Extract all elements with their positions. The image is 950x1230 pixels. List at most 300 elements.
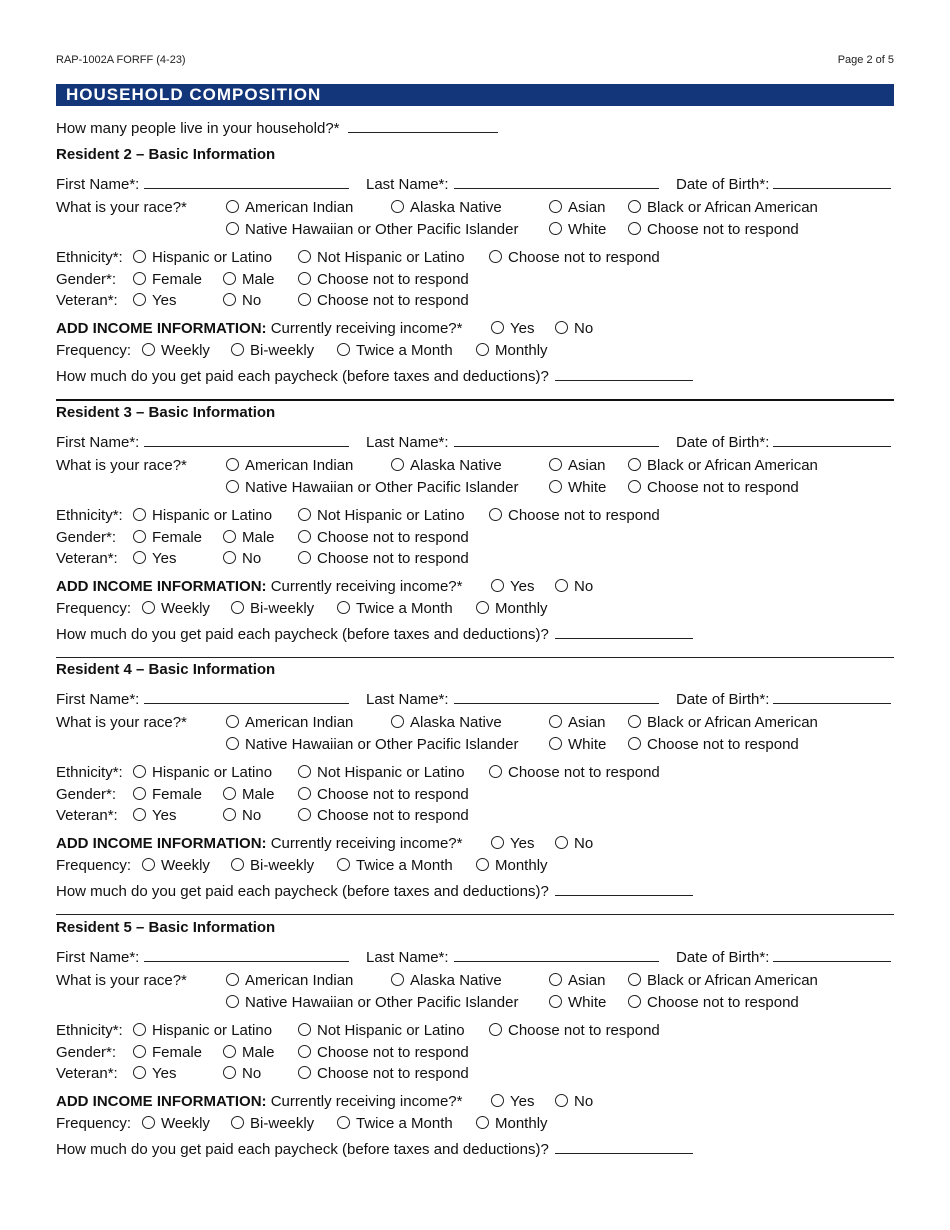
income-option[interactable] [491,320,534,338]
frequency-option-label: Monthly [495,857,548,874]
race-option[interactable] [628,736,799,754]
name-row [56,690,349,709]
income-option[interactable] [491,1093,534,1111]
income-question [56,1093,462,1111]
race-radio[interactable] [391,715,404,728]
frequency-label: Frequency: [56,600,132,617]
frequency-option-label: Monthly [495,600,548,617]
gender-radio[interactable] [223,1045,236,1058]
income-heading: ADD INCOME INFORMATION: [56,320,267,337]
veteran-option-label: Choose not to respond [317,1065,469,1082]
ethnicity-option[interactable] [133,249,272,267]
race-option[interactable] [549,994,606,1012]
frequency-option-label: Bi-weekly [250,1115,315,1132]
frequency-option[interactable] [337,600,453,618]
ethnicity-option-label: Hispanic or Latino [152,249,273,266]
dob-label: Date of Birth*: [676,176,770,193]
frequency-radio[interactable] [231,1116,244,1129]
race-option[interactable] [226,479,518,497]
veteran-option[interactable] [133,292,176,310]
frequency-option[interactable] [476,1115,548,1133]
last-name-field[interactable] [454,690,659,704]
race-radio[interactable] [549,973,562,986]
income-question-label: Currently receiving income?* [270,320,463,337]
paycheck-field[interactable] [555,882,693,896]
gender-option[interactable] [133,529,202,547]
ethnicity-option[interactable] [489,507,660,525]
veteran-option[interactable] [298,1065,469,1083]
race-option[interactable] [549,457,606,475]
frequency-radio[interactable] [476,343,489,356]
frequency-radio[interactable] [476,1116,489,1129]
frequency-option[interactable] [476,600,548,618]
gender-radio[interactable] [298,272,311,285]
race-option-label: Asian [568,457,606,474]
gender-option[interactable] [298,1044,469,1062]
gender-option-label: Male [242,786,275,803]
veteran-option-label: Choose not to respond [317,807,469,824]
veteran-option[interactable] [223,807,261,825]
race-option[interactable] [628,714,818,732]
income-radio[interactable] [555,1094,568,1107]
race-option[interactable] [226,221,518,239]
race-option[interactable] [628,221,799,239]
race-option-label: Black or African American [647,714,818,731]
section-divider [56,657,894,658]
ethnicity-option[interactable] [489,764,660,782]
name-row [56,175,349,194]
ethnicity-option-label: Choose not to respond [508,1022,660,1039]
ethnicity-option-label: Choose not to respond [508,507,660,524]
race-radio[interactable] [549,200,562,213]
first-name-field[interactable] [144,948,349,962]
income-radio[interactable] [555,321,568,334]
section-divider [56,399,894,401]
frequency-option[interactable] [142,600,210,618]
ethnicity-radio[interactable] [489,765,502,778]
race-option-label: Alaska Native [410,714,502,731]
ethnicity-option[interactable] [298,507,465,525]
veteran-label: Veteran*: [56,807,118,824]
gender-label: Gender*: [56,1044,117,1061]
frequency-radio[interactable] [337,343,350,356]
race-option[interactable] [226,714,353,732]
ethnicity-radio[interactable] [298,250,311,263]
veteran-option[interactable] [223,1065,261,1083]
paycheck-field[interactable] [555,625,693,639]
gender-option[interactable] [298,786,469,804]
race-option-label: Native Hawaiian or Other Pacific Islander [245,221,519,238]
dob-label: Date of Birth*: [676,691,770,708]
race-radio[interactable] [391,200,404,213]
frequency-option[interactable] [231,857,314,875]
race-option[interactable] [549,736,606,754]
frequency-option-label: Bi-weekly [250,600,315,617]
race-option[interactable] [391,199,502,217]
race-option[interactable] [628,199,818,217]
race-radio[interactable] [628,995,641,1008]
ethnicity-option[interactable] [133,1022,272,1040]
paycheck-row [56,367,693,386]
income-option[interactable] [555,835,593,853]
race-option-label: American Indian [245,714,354,731]
gender-option[interactable] [133,271,202,289]
race-option[interactable] [391,714,502,732]
resident-title: Resident 3 – Basic Information [56,404,276,421]
ethnicity-label: Ethnicity*: [56,764,123,781]
veteran-option-label: No [242,550,262,567]
gender-option[interactable] [223,529,275,547]
last-name-field[interactable] [454,433,659,447]
frequency-option[interactable] [231,600,314,618]
ethnicity-radio[interactable] [298,508,311,521]
race-radio[interactable] [628,715,641,728]
last-name-label: Last Name*: [366,176,449,193]
race-radio[interactable] [628,973,641,986]
frequency-option-label: Twice a Month [356,600,453,617]
income-heading: ADD INCOME INFORMATION: [56,578,267,595]
race-option[interactable] [391,457,502,475]
last-name-label: Last Name*: [366,949,449,966]
gender-option[interactable] [223,271,275,289]
veteran-radio[interactable] [298,1066,311,1079]
last-name-field[interactable] [454,175,659,189]
race-option-label: Native Hawaiian or Other Pacific Islander [245,736,519,753]
race-radio[interactable] [391,458,404,471]
income-option[interactable] [555,320,593,338]
race-radio[interactable] [628,480,641,493]
gender-radio[interactable] [223,787,236,800]
race-option-label: Black or African American [647,972,818,989]
frequency-radio[interactable] [337,858,350,871]
gender-option-label: Female [152,786,203,803]
frequency-radio[interactable] [142,343,155,356]
race-option-label: Black or African American [647,457,818,474]
income-radio[interactable] [491,579,504,592]
race-option-label: Alaska Native [410,457,502,474]
race-radio[interactable] [549,222,562,235]
paycheck-field[interactable] [555,1140,693,1154]
gender-radio[interactable] [298,1045,311,1058]
veteran-option[interactable] [298,550,469,568]
income-option-label: Yes [510,320,535,337]
race-radio[interactable] [226,737,239,750]
income-question-label: Currently receiving income?* [270,578,463,595]
race-radio[interactable] [226,480,239,493]
race-radio[interactable] [628,458,641,471]
section-divider [56,914,894,915]
frequency-option-label: Bi-weekly [250,857,315,874]
ethnicity-option-label: Choose not to respond [508,764,660,781]
frequency-option[interactable] [337,857,453,875]
race-option-label: Native Hawaiian or Other Pacific Islander [245,994,519,1011]
frequency-option-label: Bi-weekly [250,342,315,359]
frequency-radio[interactable] [476,858,489,871]
race-option-label: Choose not to respond [647,479,799,496]
veteran-option[interactable] [298,292,469,310]
veteran-option[interactable] [133,1065,176,1083]
ethnicity-radio[interactable] [298,765,311,778]
paycheck-row [56,1140,693,1159]
veteran-option-label: Choose not to respond [317,292,469,309]
race-radio[interactable] [226,715,239,728]
veteran-radio[interactable] [133,808,146,821]
ethnicity-option-label: Choose not to respond [508,249,660,266]
frequency-radio[interactable] [231,858,244,871]
race-option[interactable] [628,972,818,990]
name-row [56,433,349,452]
income-option-label: No [574,578,594,595]
frequency-option-label: Twice a Month [356,1115,453,1132]
race-option[interactable] [226,457,353,475]
frequency-option[interactable] [142,857,210,875]
race-option-label: Alaska Native [410,199,502,216]
veteran-radio[interactable] [133,293,146,306]
gender-option[interactable] [133,786,202,804]
first-name-label: First Name*: [56,691,140,708]
income-radio[interactable] [555,836,568,849]
race-option[interactable] [549,199,606,217]
veteran-option-label: No [242,1065,262,1082]
race-radio[interactable] [226,995,239,1008]
race-radio[interactable] [226,458,239,471]
ethnicity-radio[interactable] [298,1023,311,1036]
race-radio[interactable] [226,200,239,213]
ethnicity-radio[interactable] [133,765,146,778]
income-question-label: Currently receiving income?* [270,1093,463,1110]
paycheck-field[interactable] [555,367,693,381]
race-radio[interactable] [628,737,641,750]
frequency-radio[interactable] [142,858,155,871]
race-option-label: White [568,221,607,238]
income-option[interactable] [555,1093,593,1111]
veteran-option-label: No [242,292,262,309]
dob-label: Date of Birth*: [676,434,770,451]
frequency-radio[interactable] [142,1116,155,1129]
last-name-group [366,690,659,709]
ethnicity-option[interactable] [133,764,272,782]
frequency-option[interactable] [337,1115,453,1133]
ethnicity-label: Ethnicity*: [56,249,123,266]
race-option[interactable] [226,994,518,1012]
name-row [56,948,349,967]
veteran-radio[interactable] [223,808,236,821]
race-radio[interactable] [628,222,641,235]
veteran-label: Veteran*: [56,292,118,309]
race-option[interactable] [628,994,799,1012]
frequency-radio[interactable] [231,343,244,356]
veteran-option-label: Yes [152,1065,177,1082]
gender-option[interactable] [223,786,275,804]
race-radio[interactable] [391,973,404,986]
race-option[interactable] [226,199,353,217]
household-count-label: How many people live in your household?* [56,120,340,137]
frequency-option[interactable] [231,1115,314,1133]
race-radio[interactable] [226,222,239,235]
gender-option[interactable] [298,529,469,547]
gender-radio[interactable] [133,787,146,800]
race-option[interactable] [549,972,606,990]
dob-field[interactable] [773,175,891,189]
dob-field[interactable] [773,690,891,704]
race-radio[interactable] [549,715,562,728]
income-radio[interactable] [491,321,504,334]
gender-radio[interactable] [133,530,146,543]
veteran-option[interactable] [133,550,176,568]
ethnicity-radio[interactable] [489,250,502,263]
race-radio[interactable] [549,458,562,471]
page-number: Page 2 of 5 [837,54,894,66]
gender-label: Gender*: [56,529,117,546]
frequency-option-label: Twice a Month [356,857,453,874]
race-radio[interactable] [628,200,641,213]
gender-radio[interactable] [298,787,311,800]
ethnicity-option[interactable] [298,764,465,782]
ethnicity-option-label: Not Hispanic or Latino [317,1022,465,1039]
first-name-field[interactable] [144,433,349,447]
first-name-field[interactable] [144,175,349,189]
gender-option-label: Female [152,1044,203,1061]
frequency-option[interactable] [476,342,548,360]
gender-radio[interactable] [223,272,236,285]
income-radio[interactable] [491,836,504,849]
frequency-option[interactable] [142,342,210,360]
ethnicity-radio[interactable] [133,250,146,263]
frequency-radio[interactable] [231,601,244,614]
gender-option[interactable] [223,1044,275,1062]
last-name-label: Last Name*: [366,691,449,708]
frequency-option[interactable] [337,342,453,360]
race-radio[interactable] [226,973,239,986]
frequency-radio[interactable] [142,601,155,614]
frequency-label: Frequency: [56,857,132,874]
income-question [56,835,462,853]
income-radio[interactable] [491,1094,504,1107]
ethnicity-radio[interactable] [489,508,502,521]
frequency-option-label: Weekly [161,342,210,359]
veteran-radio[interactable] [133,1066,146,1079]
gender-option-label: Male [242,271,275,288]
income-option[interactable] [491,835,534,853]
income-option-label: No [574,1093,594,1110]
veteran-radio[interactable] [223,1066,236,1079]
race-radio[interactable] [549,995,562,1008]
first-name-field[interactable] [144,690,349,704]
veteran-radio[interactable] [298,293,311,306]
paycheck-label: How much do you get paid each paycheck (before taxes and deductions)? [56,368,549,385]
dob-label: Date of Birth*: [676,949,770,966]
frequency-radio[interactable] [337,601,350,614]
income-heading: ADD INCOME INFORMATION: [56,835,267,852]
race-option[interactable] [628,479,799,497]
income-option-label: No [574,835,594,852]
veteran-option[interactable] [133,807,176,825]
frequency-radio[interactable] [476,601,489,614]
race-option-label: American Indian [245,972,354,989]
frequency-option[interactable] [231,342,314,360]
veteran-radio[interactable] [298,551,311,564]
ethnicity-option[interactable] [133,507,272,525]
race-option-label: Alaska Native [410,972,502,989]
frequency-option[interactable] [476,857,548,875]
ethnicity-option[interactable] [489,249,660,267]
gender-option-label: Male [242,1044,275,1061]
gender-radio[interactable] [298,530,311,543]
gender-radio[interactable] [133,1045,146,1058]
income-option[interactable] [555,578,593,596]
veteran-option[interactable] [223,550,261,568]
veteran-option-label: Choose not to respond [317,550,469,567]
paycheck-label: How much do you get paid each paycheck (before taxes and deductions)? [56,883,549,900]
race-option[interactable] [549,714,606,732]
veteran-option[interactable] [223,292,261,310]
gender-option-label: Choose not to respond [317,529,469,546]
race-option[interactable] [628,457,818,475]
veteran-option-label: Yes [152,807,177,824]
dob-group [676,948,891,967]
race-option-label: American Indian [245,199,354,216]
income-question-label: Currently receiving income?* [270,835,463,852]
race-option[interactable] [549,479,606,497]
income-question [56,578,462,596]
race-option-label: Choose not to respond [647,994,799,1011]
veteran-radio[interactable] [133,551,146,564]
frequency-option-label: Monthly [495,342,548,359]
gender-option-label: Choose not to respond [317,1044,469,1061]
veteran-radio[interactable] [223,551,236,564]
form-id: RAP-1002A FORFF (4-23) [56,54,186,66]
income-option-label: Yes [510,578,535,595]
income-radio[interactable] [555,579,568,592]
veteran-radio[interactable] [223,293,236,306]
frequency-option-label: Twice a Month [356,342,453,359]
income-option-label: Yes [510,835,535,852]
race-option[interactable] [226,736,518,754]
gender-radio[interactable] [223,530,236,543]
dob-field[interactable] [773,948,891,962]
race-option[interactable] [391,972,502,990]
ethnicity-option[interactable] [298,1022,465,1040]
race-option[interactable] [549,221,606,239]
ethnicity-radio[interactable] [489,1023,502,1036]
dob-field[interactable] [773,433,891,447]
first-name-label: First Name*: [56,949,140,966]
frequency-option-label: Weekly [161,857,210,874]
frequency-option[interactable] [142,1115,210,1133]
veteran-label: Veteran*: [56,550,118,567]
household-count-field[interactable] [348,119,498,133]
ethnicity-radio[interactable] [133,1023,146,1036]
frequency-option-label: Weekly [161,600,210,617]
income-option[interactable] [491,578,534,596]
ethnicity-option[interactable] [298,249,465,267]
gender-option[interactable] [298,271,469,289]
frequency-option-label: Monthly [495,1115,548,1132]
ethnicity-option[interactable] [489,1022,660,1040]
last-name-field[interactable] [454,948,659,962]
race-radio[interactable] [549,480,562,493]
race-option[interactable] [226,972,353,990]
last-name-group [366,175,659,194]
veteran-radio[interactable] [298,808,311,821]
race-radio[interactable] [549,737,562,750]
resident-title: Resident 4 – Basic Information [56,661,276,678]
gender-radio[interactable] [133,272,146,285]
gender-option[interactable] [133,1044,202,1062]
ethnicity-radio[interactable] [133,508,146,521]
frequency-radio[interactable] [337,1116,350,1129]
veteran-option[interactable] [298,807,469,825]
